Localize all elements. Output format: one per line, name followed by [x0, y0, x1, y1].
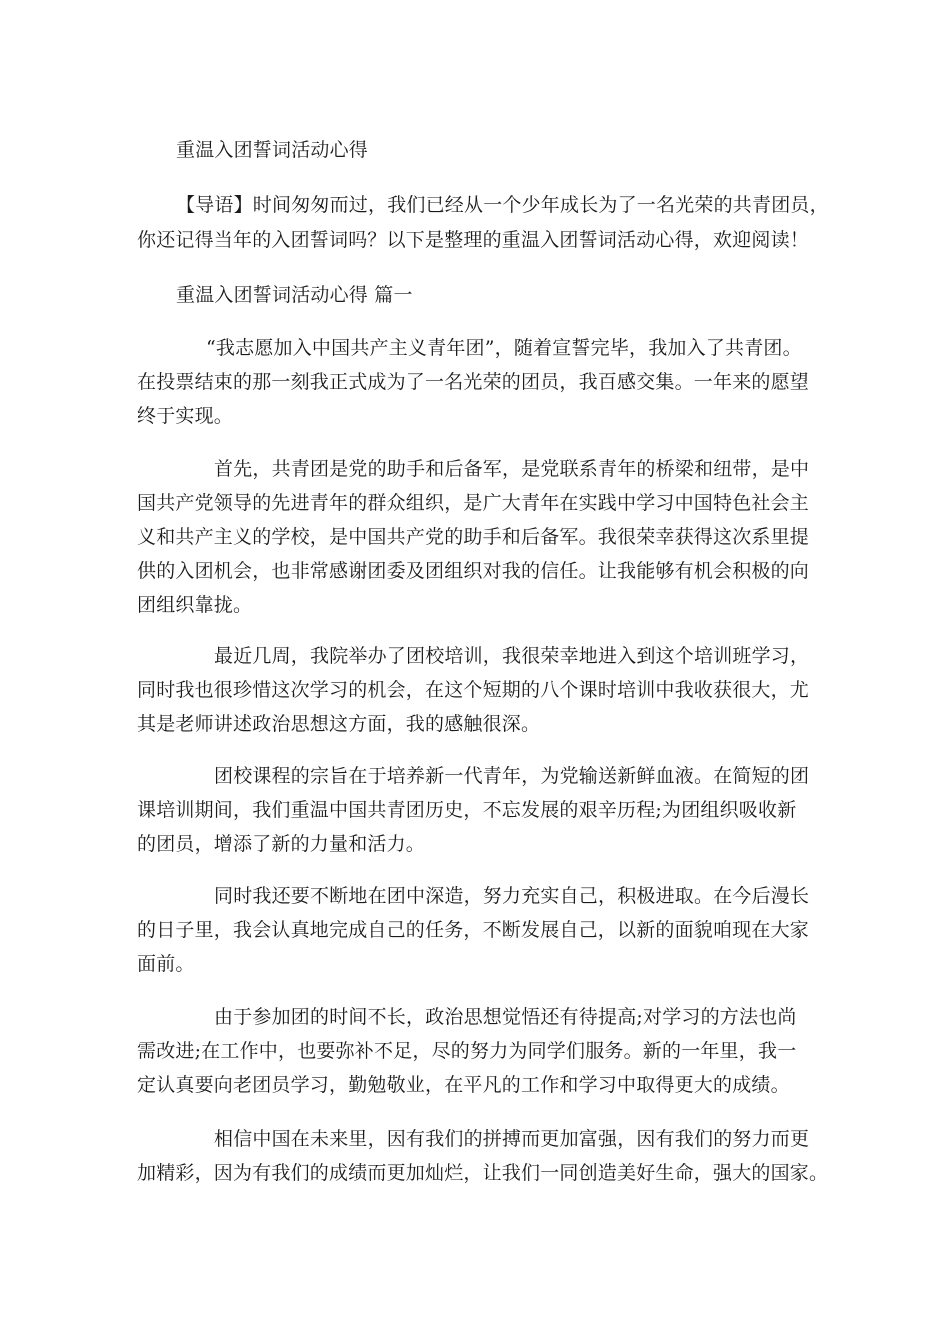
paragraph-line: 其是老师讲述政治思想这方面，我的感触很深。 [137, 713, 541, 735]
paragraph-line: 相信中国在未来里，因有我们的拼搏而更加富强，因有我们的努力而更 [214, 1128, 810, 1150]
paragraph-line: 供的入团机会，也非常感谢团委及团组织对我的信任。让我能够有机会积极的向 [137, 560, 810, 582]
intro-line: 【导语】时间匆匆而过，我们已经从一个少年成长为了一名光荣的共青团员， [176, 194, 829, 216]
paragraph-line: 义和共产主义的学校，是中国共产党的助手和后备军。我很荣幸获得这次系里提 [137, 526, 810, 548]
paragraph-line: 同时我也很珍惜这次学习的机会，在这个短期的八个课时培训中我收获很大，尤 [137, 679, 810, 701]
paragraph-line: 面前。 [137, 953, 195, 975]
document-title: 重温入团誓词活动心得 [176, 139, 369, 161]
intro-line: 你还记得当年的入团誓词吗？以下是整理的重温入团誓词活动心得，欢迎阅读！ [137, 229, 810, 251]
paragraph-line: 终于实现。 [137, 405, 234, 427]
paragraph-line: 由于参加团的时间不长，政治思想觉悟还有待提高;对学习的方法也尚 [214, 1006, 797, 1028]
paragraph-line: 同时我还要不断地在团中深造，努力充实自己，积极进取。在今后漫长 [214, 885, 810, 907]
paragraph-line: 国共产党领导的先进青年的群众组织，是广大青年在实践中学习中国特色社会主 [137, 492, 810, 514]
paragraph-line: 加精彩，因为有我们的成绩而更加灿烂，让我们一同创造美好生命，强大的国家。 [137, 1162, 829, 1184]
paragraph-line: 团组织靠拢。 [137, 594, 253, 616]
paragraph-line: 团校课程的宗旨在于培养新一代青年，为党输送新鲜血液。在简短的团 [214, 765, 810, 787]
paragraph-line: 定认真要向老团员学习，勤勉敬业，在平凡的工作和学习中取得更大的成绩。 [137, 1074, 790, 1096]
section-title: 重温入团誓词活动心得 篇一 [176, 284, 413, 306]
paragraph-line: 最近几周，我院举办了团校培训，我很荣幸地进入到这个培训班学习， [214, 645, 810, 667]
paragraph-line: 需改进;在工作中，也要弥补不足，尽的努力为同学们服务。新的一年里，我一 [137, 1040, 797, 1062]
paragraph-line: “我志愿加入中国共产主义青年团”，随着宣誓完毕，我加入了共青团。 [206, 337, 802, 359]
paragraph-line: 的日子里，我会认真地完成自己的任务，不断发展自己，以新的面貌咱现在大家 [137, 919, 810, 941]
paragraph-line: 的团员，增添了新的力量和活力。 [137, 833, 426, 855]
paragraph-line: 在投票结束的那一刻我正式成为了一名光荣的团员，我百感交集。一年来的愿望 [137, 371, 810, 393]
paragraph-line: 首先，共青团是党的助手和后备军，是党联系青年的桥梁和纽带，是中 [214, 458, 810, 480]
paragraph-line: 课培训期间，我们重温中国共青团历史，不忘发展的艰辛历程;为团组织吸收新 [137, 799, 797, 821]
